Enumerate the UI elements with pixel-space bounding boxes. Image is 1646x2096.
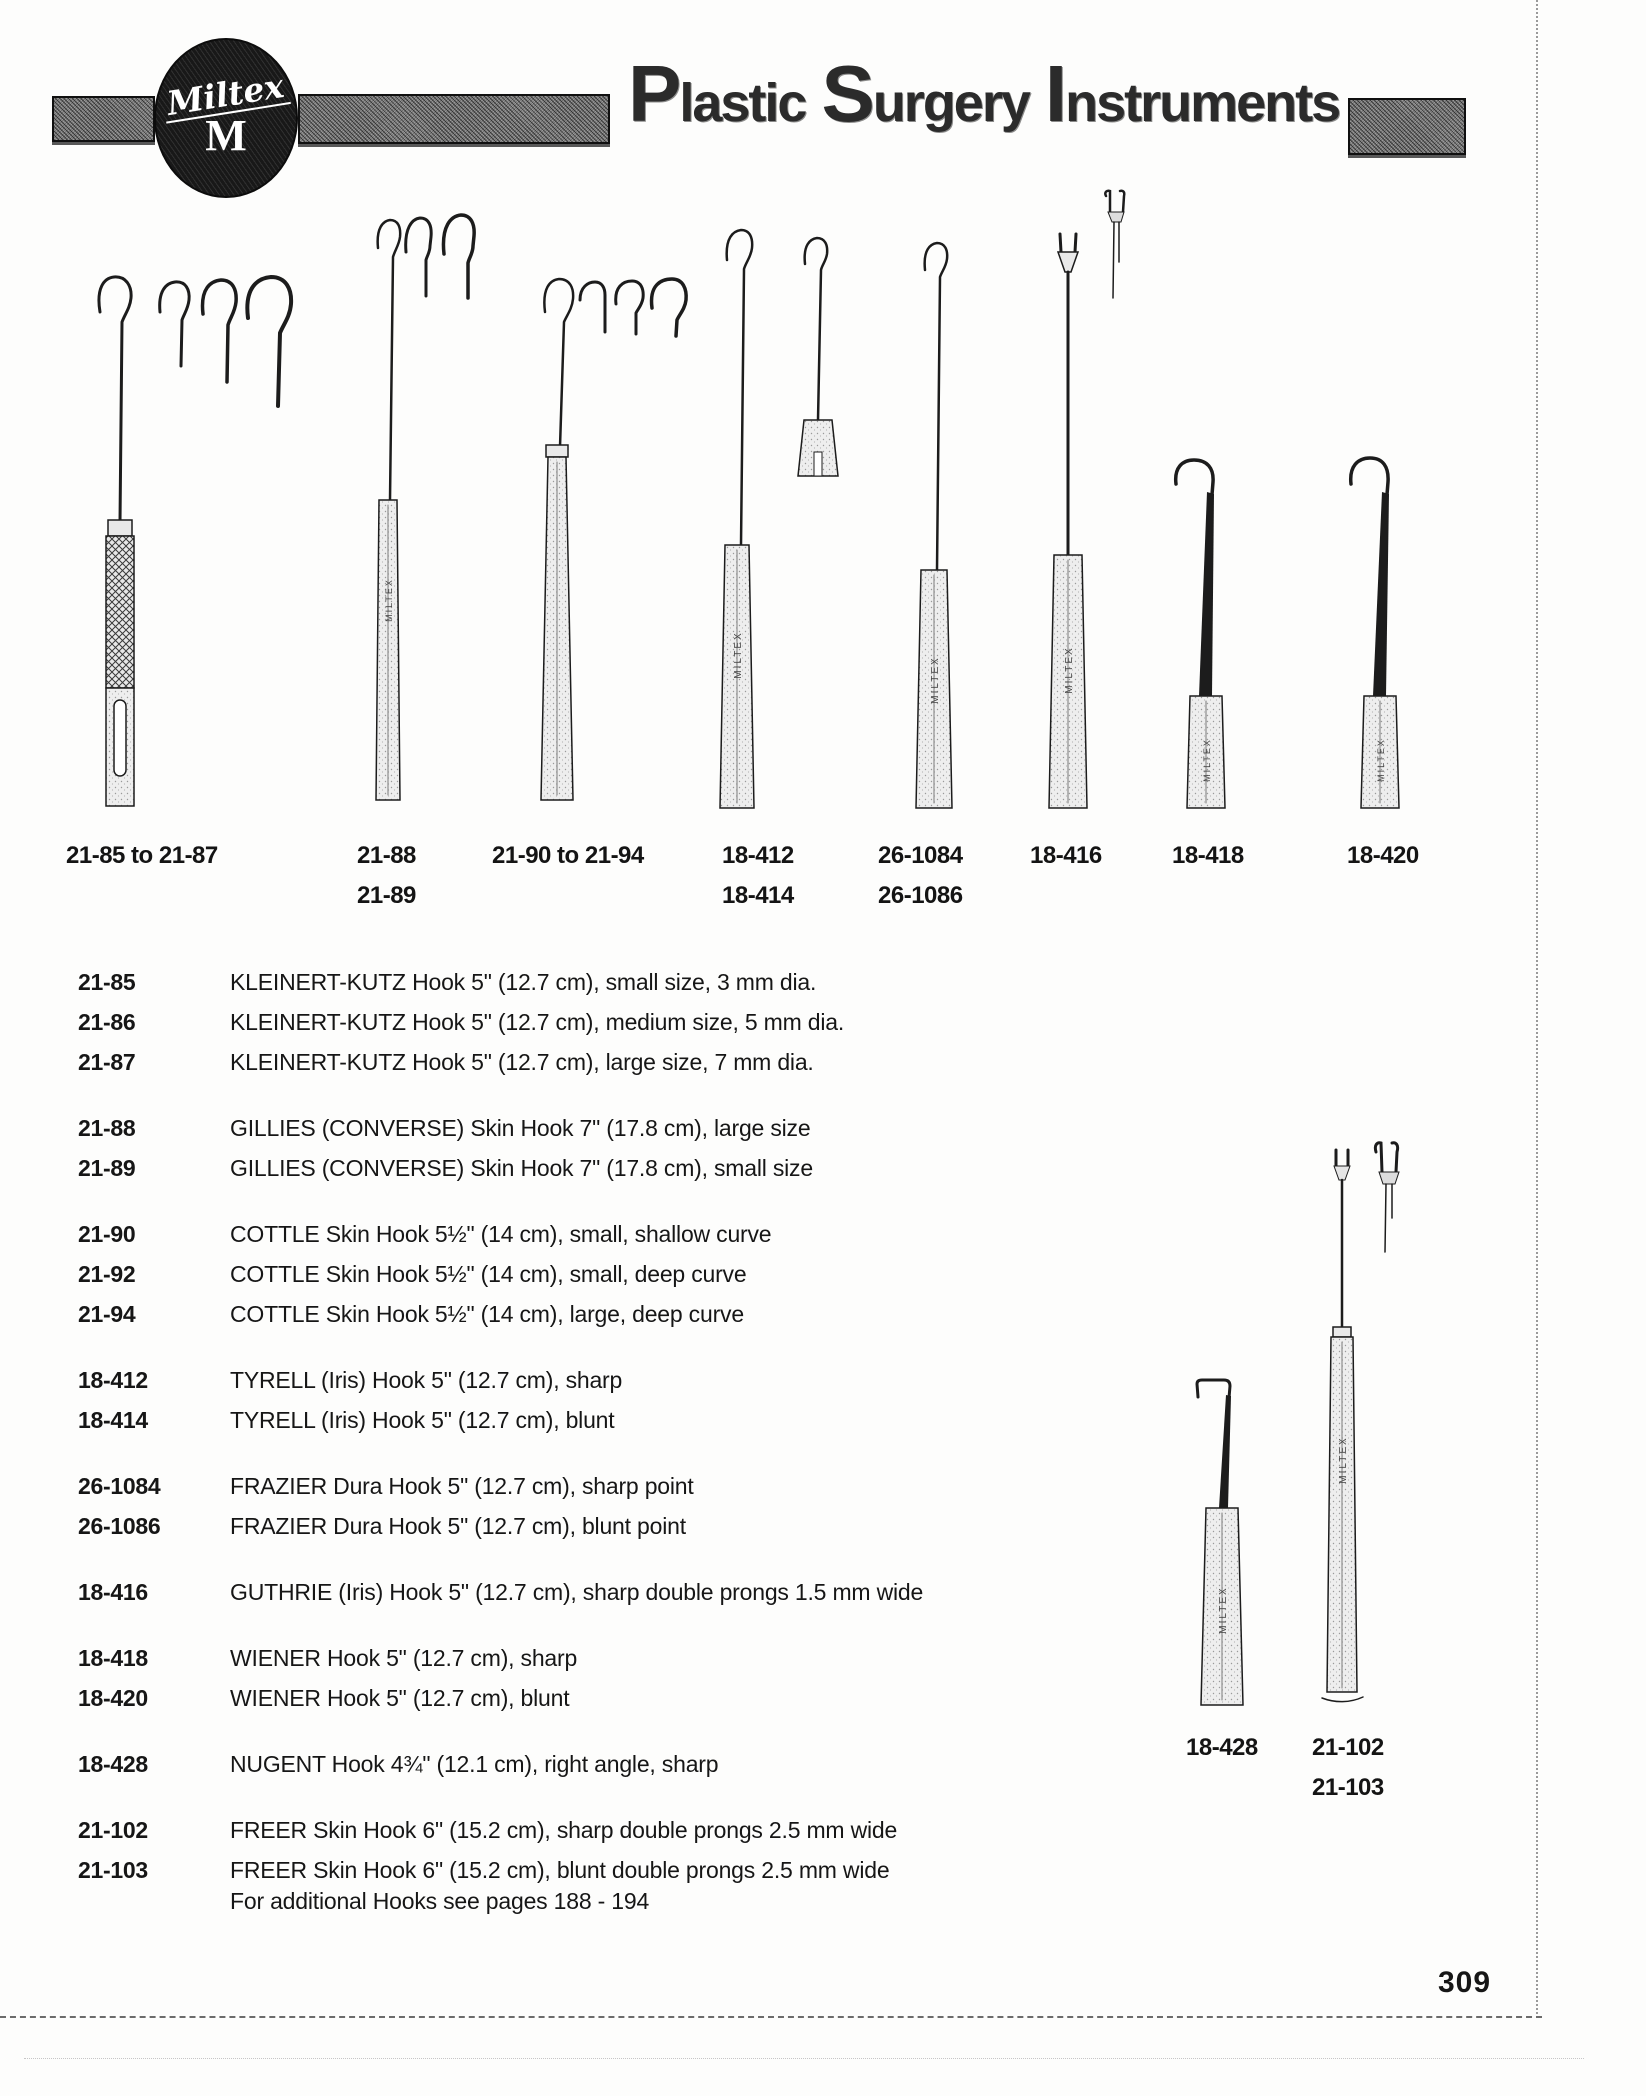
catalog-desc: TYRELL (Iris) Hook 5" (12.7 cm), sharp bbox=[230, 1366, 623, 1393]
catalog-code: 26-1084 bbox=[78, 1472, 161, 1499]
catalog-code: 21-85 bbox=[78, 968, 136, 995]
instrument-wiener-blunt bbox=[1351, 458, 1399, 808]
catalog-code: 21-102 bbox=[78, 1816, 148, 1843]
catalog-code: 21-89 bbox=[78, 1154, 136, 1181]
figure-label-line: 18-420 bbox=[1347, 842, 1419, 869]
figure-label-18-428 bbox=[1186, 1728, 1258, 1768]
instrument-freer bbox=[1322, 1143, 1399, 1702]
catalog-row bbox=[78, 962, 1088, 1002]
instrument-figure-right bbox=[1130, 1100, 1530, 1720]
catalog-desc: FREER Skin Hook 6" (15.2 cm), blunt double prongs 2.5 mm wide bbox=[230, 1856, 890, 1883]
catalog-row bbox=[78, 1400, 1088, 1440]
catalog-desc: COTTLE Skin Hook 5½" (14 cm), large, deep curve bbox=[230, 1300, 744, 1327]
title-word bbox=[821, 48, 1028, 140]
figure-label-line: 21-88 bbox=[357, 842, 416, 869]
figure-label-line: 21-90 to 21-94 bbox=[492, 842, 644, 869]
catalog-desc: FREER Skin Hook 6" (15.2 cm), sharp double prongs 2.5 mm wide bbox=[230, 1816, 898, 1843]
catalog-desc: COTTLE Skin Hook 5½" (14 cm), small, deep curve bbox=[230, 1260, 747, 1287]
instrument-nugent bbox=[1197, 1380, 1243, 1705]
instrument-guthrie bbox=[1049, 191, 1124, 808]
handle-marking: MILTEX bbox=[384, 578, 394, 622]
catalog-group-wiener bbox=[78, 1638, 1088, 1718]
catalog-group-kleinert-kutz bbox=[78, 962, 1088, 1082]
handle-marking: MILTEX bbox=[1376, 738, 1386, 782]
catalog-row bbox=[78, 1810, 1088, 1850]
additional-hooks-note: For additional Hooks see pages 188 - 194 bbox=[230, 1888, 650, 1914]
catalog-desc: WIENER Hook 5" (12.7 cm), blunt bbox=[230, 1684, 570, 1711]
figure-label-21-102 bbox=[1312, 1728, 1384, 1808]
title-cap: I bbox=[1044, 49, 1066, 138]
catalog-group-guthrie bbox=[78, 1572, 1088, 1612]
catalog-row bbox=[78, 1108, 1088, 1148]
catalog-row bbox=[78, 1294, 1088, 1334]
catalog-desc: KLEINERT-KUTZ Hook 5" (12.7 cm), medium size, 5 mm dia. bbox=[230, 1008, 845, 1035]
title-word bbox=[628, 48, 805, 140]
catalog-code: 18-416 bbox=[78, 1578, 148, 1605]
figure-label-line: 21-103 bbox=[1312, 1774, 1384, 1801]
figure-label-line: 26-1086 bbox=[878, 882, 963, 909]
header-texture-bar-middle bbox=[298, 94, 610, 144]
catalog-desc: GILLIES (CONVERSE) Skin Hook 7" (17.8 cm), large size bbox=[230, 1114, 811, 1141]
catalog-row bbox=[78, 1638, 1088, 1678]
catalog-code: 21-86 bbox=[78, 1008, 136, 1035]
instrument-kleinert-kutz bbox=[99, 277, 291, 806]
title-rest: urgery bbox=[872, 73, 1029, 133]
catalog-group-freer bbox=[78, 1810, 1088, 1890]
figure-label-line: 26-1084 bbox=[878, 842, 963, 869]
catalog-code: 26-1086 bbox=[78, 1512, 161, 1539]
catalog-row bbox=[78, 1744, 1088, 1784]
catalog-code: 21-88 bbox=[78, 1114, 136, 1141]
figure-label-18-416 bbox=[1030, 836, 1102, 876]
catalog-desc: GILLIES (CONVERSE) Skin Hook 7" (17.8 cm), small size bbox=[230, 1154, 813, 1181]
handle-marking: MILTEX bbox=[1202, 738, 1212, 782]
instrument-gillies bbox=[376, 215, 474, 800]
catalog-row bbox=[78, 1850, 1088, 1890]
figure-label-line: 21-85 to 21-87 bbox=[66, 842, 218, 869]
catalog-code: 21-87 bbox=[78, 1048, 136, 1075]
catalog-row bbox=[78, 1214, 1088, 1254]
catalog-row bbox=[78, 1506, 1088, 1546]
page-number: 309 bbox=[1438, 1966, 1492, 1999]
instrument-wiener-sharp bbox=[1176, 460, 1225, 808]
catalog-code: 21-94 bbox=[78, 1300, 136, 1327]
catalog-desc: KLEINERT-KUTZ Hook 5" (12.7 cm), small size, 3 mm dia. bbox=[230, 968, 817, 995]
catalog-desc: FRAZIER Dura Hook 5" (12.7 cm), blunt point bbox=[230, 1512, 686, 1539]
catalog-code: 18-414 bbox=[78, 1406, 148, 1433]
catalog-code: 21-90 bbox=[78, 1220, 136, 1247]
catalog-row bbox=[78, 1148, 1088, 1188]
figure-label-21-90-to-21-94 bbox=[492, 836, 644, 876]
handle-marking: MILTEX bbox=[1338, 1436, 1349, 1484]
handle-marking: MILTEX bbox=[1064, 646, 1075, 694]
catalog-desc: WIENER Hook 5" (12.7 cm), sharp bbox=[230, 1644, 578, 1671]
catalog-group-nugent bbox=[78, 1744, 1088, 1784]
instrument-figure-top bbox=[0, 160, 1646, 820]
right-page-rule bbox=[1536, 0, 1538, 2018]
catalog-code: 18-418 bbox=[78, 1644, 148, 1671]
figure-label-18-412 bbox=[722, 836, 794, 916]
miltex-logo-script: Miltex bbox=[161, 70, 290, 123]
figure-label-21-85-to-21-87 bbox=[66, 836, 218, 876]
handle-marking: MILTEX bbox=[1218, 1586, 1229, 1634]
catalog-group-gillies bbox=[78, 1108, 1088, 1188]
miltex-logo-initial: M bbox=[205, 111, 247, 160]
figure-label-18-418 bbox=[1172, 836, 1244, 876]
catalog-desc: COTTLE Skin Hook 5½" (14 cm), small, shallow curve bbox=[230, 1220, 772, 1247]
header-texture-bar-left bbox=[52, 96, 155, 142]
bottom-scan-speckle bbox=[24, 2058, 1584, 2059]
catalog-code: 21-92 bbox=[78, 1260, 136, 1287]
title-rest: nstruments bbox=[1065, 73, 1340, 133]
figure-label-26-1084 bbox=[878, 836, 963, 916]
bottom-page-rule bbox=[0, 2016, 1542, 2018]
catalog-row bbox=[78, 1254, 1088, 1294]
catalog-code: 18-428 bbox=[78, 1750, 148, 1777]
catalog-desc: NUGENT Hook 4¾" (12.1 cm), right angle, sharp bbox=[230, 1750, 719, 1777]
instrument-tyrell bbox=[720, 230, 838, 808]
catalog-group-tyrell bbox=[78, 1360, 1088, 1440]
figure-label-line: 18-418 bbox=[1172, 842, 1244, 869]
catalog-group-frazier bbox=[78, 1466, 1088, 1546]
figure-label-line: 18-416 bbox=[1030, 842, 1102, 869]
catalog-row bbox=[78, 1002, 1088, 1042]
catalog-code: 18-420 bbox=[78, 1684, 148, 1711]
catalog-desc: KLEINERT-KUTZ Hook 5" (12.7 cm), large size, 7 mm dia. bbox=[230, 1048, 814, 1075]
figure-label-line: 18-412 bbox=[722, 842, 794, 869]
catalog-row bbox=[78, 1572, 1088, 1612]
catalog-code: 18-412 bbox=[78, 1366, 148, 1393]
catalog-row bbox=[78, 1678, 1088, 1718]
title-word bbox=[1045, 48, 1339, 140]
instrument-cottle bbox=[541, 279, 686, 800]
header-texture-bar-right bbox=[1348, 98, 1466, 155]
catalog-desc: GUTHRIE (Iris) Hook 5" (12.7 cm), sharp double prongs 1.5 mm wide bbox=[230, 1578, 924, 1605]
figure-label-21-88 bbox=[357, 836, 416, 916]
figure-label-18-420 bbox=[1347, 836, 1419, 876]
instrument-frazier bbox=[916, 243, 952, 808]
catalog-group-cottle bbox=[78, 1214, 1088, 1334]
handle-marking: MILTEX bbox=[733, 631, 744, 679]
catalog-row bbox=[78, 1042, 1088, 1082]
catalog-desc: TYRELL (Iris) Hook 5" (12.7 cm), blunt bbox=[230, 1406, 615, 1433]
page-title bbox=[628, 48, 1355, 158]
catalog-code: 21-103 bbox=[78, 1856, 148, 1883]
catalog-desc: FRAZIER Dura Hook 5" (12.7 cm), sharp point bbox=[230, 1472, 694, 1499]
title-rest: lastic bbox=[679, 73, 806, 133]
catalog-row bbox=[78, 1466, 1088, 1506]
catalog-row bbox=[78, 1360, 1088, 1400]
catalog-listing bbox=[78, 962, 1088, 1916]
title-cap: S bbox=[821, 49, 873, 138]
figure-label-line: 21-89 bbox=[357, 882, 416, 909]
handle-marking: MILTEX bbox=[930, 656, 941, 704]
figure-label-line: 18-428 bbox=[1186, 1734, 1258, 1761]
title-cap: P bbox=[628, 49, 680, 138]
figure-label-line: 21-102 bbox=[1312, 1734, 1384, 1761]
figure-label-line: 18-414 bbox=[722, 882, 794, 909]
